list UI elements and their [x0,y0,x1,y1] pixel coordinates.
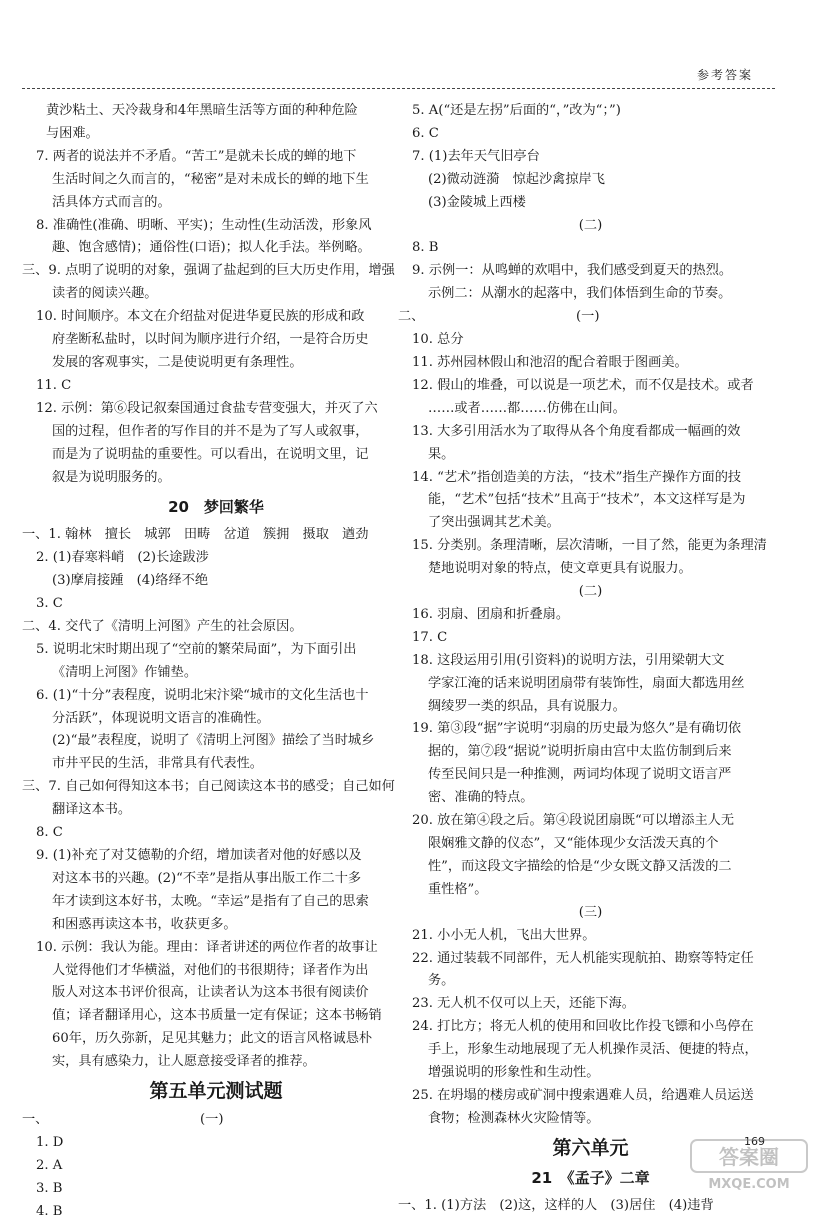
answer-line: 一、1. 翰林 擅长 城郭 田畴 岔道 簇拥 摄取 遒劲 [22,527,369,543]
answer-line: 12. 示例：第⑥段记叙秦国通过食盐专营变强大，并灭了六 [36,400,378,416]
answer-line: 学家江淹的话来说明团扇带有装饰性，扇面大都选用丝 [428,675,745,691]
answer-line: (3)摩肩接踵 (4)络绎不绝 [52,573,209,589]
answer-line: (2)微动涟漪 惊起沙禽掠岸飞 [428,171,605,187]
unit-heading: 第六单元 [552,1136,629,1159]
answer-line: 人觉得他们才华横溢，对他们的书很期待；译者作为出 [52,962,369,978]
answer-line: 14. “艺术”指创造美的方法，“技术”指生产操作方面的技 [412,469,742,485]
answer-line: 3. B [36,1180,63,1196]
answer-line: 限娴雅文静的仪态”，又“能体现少女活泼天真的个 [428,836,719,851]
unit-heading: 第五单元测试题 [149,1080,283,1103]
answer-line: 务。 [428,973,455,989]
answer-line: 6. C [412,125,439,141]
answer-line: 22. 通过装载不同部件，无人机能实现航拍、勘察等特定任 [412,950,754,966]
answer-line: 一、 (一) [22,1111,224,1127]
answer-line: 5. A(“还是左拐”后面的“，”改为“；”) [412,103,621,118]
answer-line: 18. 这段运用引用(引资料)的说明方法，引用梁朝大文 [412,652,725,668]
subsection-marker: (二) [578,217,603,233]
answer-line: 24. 打比方；将无人机的使用和回收比作投飞镖和小鸟停在 [412,1019,754,1035]
answer-line: 二、4. 交代了《清明上河图》产生的社会原因。 [22,618,303,634]
answer-line: 三、7. 自己如何得知这本书；自己阅读这本书的感受；自己如何 [22,779,395,795]
answer-line: 10. 总分 [412,332,464,348]
answer-line: 示例二：从潮水的起落中，我们体悟到生命的节奏。 [428,286,732,302]
answer-line: 而是为了说明盐的重要性。可以看出，在说明文里，记 [52,446,369,462]
answer-line: 11. C [36,377,72,393]
right-column [398,100,783,1218]
page-number: 169 [744,1135,765,1148]
section-heading: 20 梦回繁华 [168,498,264,517]
answer-line: 9. (1)补充了对艾德勒的介绍，增加读者对他的好感以及 [36,848,362,863]
answer-line: 食物；检测森林火灾险情等。 [428,1110,600,1126]
answer-line: 17. C [412,629,448,645]
answer-line: 传至民间只是一种推测，两词均体现了说明文语言严 [428,767,732,783]
answer-line: 4. B [36,1203,63,1219]
answer-line: 增强说明的形象性和生动性。 [428,1065,600,1081]
answer-line: 据的，第⑦段“据说”说明折扇由宫中太监仿制到后来 [428,744,732,760]
answer-line: 版人对这本书评价很高，让读者认为这本书很有阅读价 [52,985,369,1001]
answer-line: 10. 时间顺序。本文在介绍盐对促进华夏民族的形成和政 [36,309,365,325]
subsection-marker: (三) [578,904,603,920]
answer-line: 10. 示例：我认为能。理由：译者讲述的两位作者的故事让 [36,939,378,955]
answer-line: 发展的客观事实，二是使说明更有条理性。 [52,354,303,370]
watermark-logo [689,1136,809,1194]
answer-line: 黄沙粘土、天冷裁身和4年黑暗生活等方面的种种危险 [46,103,358,118]
answer-line: (2)“最”表程度，说明了《清明上河图》描绘了当时城乡 [52,733,375,749]
answer-line: 活具体方式而言的。 [52,194,171,210]
answer-line: 绸绫罗一类的织品，具有说服力。 [428,698,626,714]
answer-line: ……或者……都……仿佛在山间。 [428,400,626,416]
answer-line: 2. A [36,1157,63,1173]
answer-line: 重性格”。 [428,881,488,897]
answer-line: 和困惑再读这本书，收获更多。 [52,916,237,932]
answer-line: 分活跃”，体现说明文语言的准确性。 [52,710,270,726]
answer-line: 16. 羽扇、团扇和折叠扇。 [412,606,570,622]
answer-line: 11. 苏州园林假山和池沼的配合着眼于图画美。 [412,354,688,370]
answer-line: 二、 (一) [398,309,600,325]
answer-line: 1. D [36,1134,64,1150]
watermark-url: MXQE.COM [708,1177,790,1192]
answer-line: 楚地说明对象的特点，使文章更具有说服力。 [428,561,692,577]
subsection-marker: (二) [578,584,603,600]
section-heading: 21 《孟子》二章 [531,1168,650,1187]
left-column [22,100,410,1224]
answer-line: 叙是为说明服务的。 [52,469,171,485]
answer-line: 年才读到这本好书，太晚。“幸运”是指有了自己的思索 [52,893,369,909]
answer-line: 对这本书的兴趣。(2)“不幸”是指从事出版工作二十多 [52,870,362,886]
answer-line: 三、9. 点明了说明的对象，强调了盐起到的巨大历史作用，增强 [22,263,395,279]
answer-line: 21. 小小无人机，飞出大世界。 [412,927,596,943]
answer-line: 府垄断私盐时，以时间为顺序进行介绍，一是符合历史 [52,332,369,348]
answer-line: 手上，形象生动地展现了无人机操作灵活、便捷的特点， [428,1042,758,1058]
answer-line: 实，具有感染力，让人愿意接受译者的推荐。 [52,1054,316,1070]
answer-line: 值；译者翻译用心，这本书质量一定有保证；这本书畅销 [52,1008,382,1024]
answer-line: 8. B [412,240,439,256]
answer-line: 生活时间之久而言的，“秘密”是对未成长的蝉的地下生 [52,171,369,187]
answer-line: 12. 假山的堆叠，可以说是一项艺术，而不仅是技术。或者 [412,377,754,393]
answer-line: 2. (1)春寒料峭 (2)长途跋涉 [36,550,209,566]
answer-line: 60年，历久弥新，足见其魅力；此文的语言风格诚恳朴 [52,1031,373,1047]
answer-line: 市井平民的生活，非常具有代表性。 [52,756,263,772]
answer-line: 7. (1)去年天气旧亭台 [412,148,540,164]
answer-line: 13. 大多引用活水为了取得从各个角度看都成一幅画的效 [412,423,741,439]
answer-line: 翻译这本书。 [52,802,132,818]
answer-line: 20. 放在第④段之后。第④段说团扇既“可以增添主人无 [412,813,735,829]
header-rule [22,88,775,89]
answer-line: 7. 两者的说法并不矛盾。“苦工”是就未长成的蝉的地下 [36,148,357,164]
answer-line: 性”，而这段文字描绘的恰是“少女既文静又活泼的二 [428,858,732,874]
answer-line: 19. 第③段“据”字说明“羽扇的历史最为悠久”是有确切依 [412,721,742,737]
answer-line: 果。 [428,446,455,462]
answer-line: 15. 分类别。条理清晰，层次清晰，一目了然，能更为条理清 [412,538,767,554]
watermark-text: 答案圈 [719,1145,779,1169]
answer-line: 5. 说明北宋时期出现了“空前的繁荣局面”，为下面引出 [36,641,357,657]
answer-line: 与困难。 [46,125,99,141]
answer-line: 趣、饱含感情)；通俗性(口语)；拟人化手法。举例略。 [52,240,371,256]
answer-line: (3)金陵城上西楼 [428,194,526,210]
answer-line: 6. (1)“十分”表程度，说明北宋汴梁“城市的文化生活也十 [36,687,369,703]
answer-line: 了突出强调其艺术美。 [428,515,560,531]
answer-line: 23. 无人机不仅可以上天，还能下海。 [412,996,635,1012]
answer-line: 8. 准确性(准确、明晰、平实)；生动性(生动活泼，形象风 [36,217,372,233]
answer-line: 《清明上河图》作铺垫。 [52,664,198,680]
answer-line: 3. C [36,596,63,612]
answer-line: 25. 在坍塌的楼房或矿洞中搜索遇难人员，给遇难人员运送 [412,1087,754,1103]
answer-line: 8. C [36,825,63,841]
answer-line: 9. 示例一：从鸣蝉的欢唱中，我们感受到夏天的热烈。 [412,263,733,279]
answer-line: 能，“艺术”包括“技术”且高于“技术”，本文这样写是为 [428,492,746,508]
answer-line: 国的过程，但作者的写作目的并不是为了写人或叙事， [52,423,369,439]
answer-line: 密、准确的特点。 [428,790,534,806]
answer-line: 读者的阅读兴趣。 [52,286,158,302]
page-header-title: 参考答案 [696,68,753,82]
answer-line: 一、1. (1)方法 (2)这，这样的人 (3)居住 (4)违背 [398,1197,714,1213]
